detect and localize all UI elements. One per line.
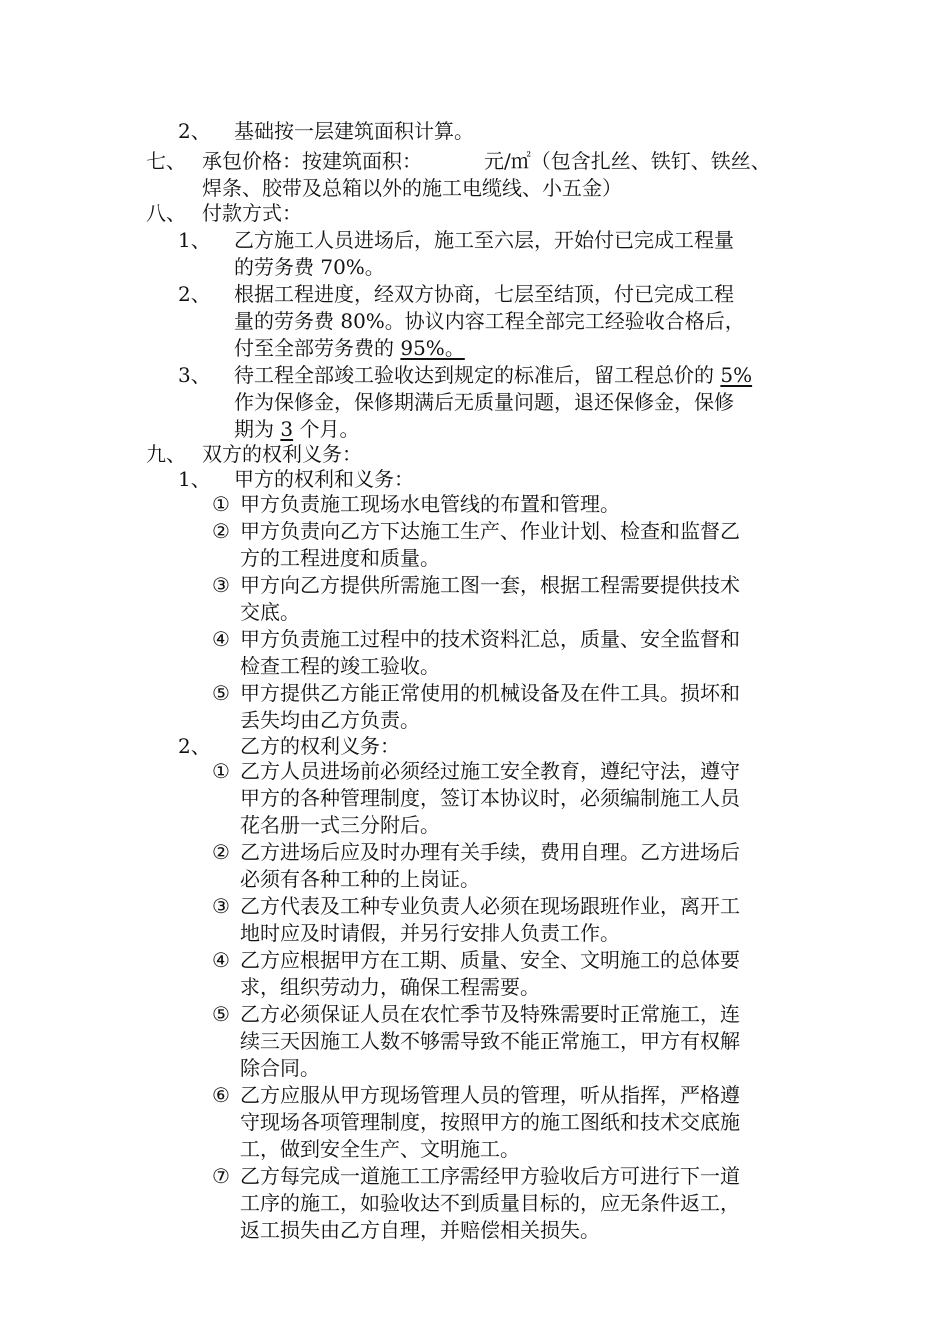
underlined-value: 3	[280, 417, 294, 441]
circled-number: ⑥	[212, 1083, 230, 1107]
list-item-line: 甲方负责向乙方下达施工生产、作业计划、检查和监督乙	[240, 519, 740, 543]
paragraph-text: 个月。	[293, 417, 360, 441]
list-number: 2、	[178, 119, 211, 143]
underlined-value: 95%。	[400, 336, 465, 360]
list-number: 2、	[178, 734, 211, 758]
list-item-line: 地时应及时请假，并另行安排人负责工作。	[240, 921, 620, 945]
circled-number: ③	[212, 894, 230, 918]
paragraph-line: 焊条、胶带及总箱以外的施工电缆线、小五金）	[202, 176, 622, 200]
circled-number: ①	[212, 759, 230, 783]
list-item-line: 除合同。	[240, 1056, 320, 1080]
section-number: 九、	[146, 442, 186, 466]
list-item-line: 方的工程进度和质量。	[240, 546, 440, 570]
section-number: 八、	[146, 201, 186, 225]
list-item-line: 乙方人员进场前必须经过施工安全教育，遵纪守法，遵守	[240, 759, 740, 783]
list-item-line: 交底。	[240, 600, 300, 624]
list-item-line: 乙方必须保证人员在农忙季节及特殊需要时正常施工，连	[240, 1002, 740, 1026]
paragraph-line: 根据工程进度，经双方协商，七层至结顶，付已完成工程	[234, 282, 734, 306]
list-item-line: 求，组织劳动力，确保工程需要。	[240, 975, 540, 999]
list-item-line: 丢失均由乙方负责。	[240, 708, 420, 732]
paragraph-line: 乙方施工人员进场后，施工至六层，开始付已完成工程量	[234, 228, 734, 252]
circled-number: ④	[212, 948, 230, 972]
list-item-line: 工，做到安全生产、文明施工。	[240, 1137, 520, 1161]
list-item-line: 检查工程的竣工验收。	[240, 654, 440, 678]
underlined-value: 5%	[720, 363, 753, 387]
list-number: 3、	[178, 363, 211, 387]
list-item-line: 花名册一式三分附后。	[240, 813, 440, 837]
paragraph-line: 量的劳务费 80%。协议内容工程全部完工经验收合格后，	[234, 309, 745, 333]
circled-number: ⑤	[212, 1002, 230, 1026]
circled-number: ⑦	[212, 1164, 230, 1188]
circled-number: ①	[212, 492, 230, 516]
section-title: 双方的权利义务：	[202, 442, 362, 466]
list-item-line: 甲方负责施工过程中的技术资料汇总，质量、安全监督和	[240, 627, 740, 651]
list-item-line: 乙方应根据甲方在工期、质量、安全、文明施工的总体要	[240, 948, 740, 972]
list-number: 1、	[178, 228, 211, 252]
list-item-line: 工序的施工，如验收达不到质量目标的，应无条件返工，	[240, 1191, 740, 1215]
circled-number: ②	[212, 840, 230, 864]
list-item-line: 甲方提供乙方能正常使用的机械设备及在件工具。损坏和	[240, 681, 740, 705]
list-item-line: 守现场各项管理制度，按照甲方的施工图纸和技术交底施	[240, 1110, 740, 1134]
list-item-line: 乙方进场后应及时办理有关手续，费用自理。乙方进场后	[240, 840, 740, 864]
paragraph-line: 承包价格：按建筑面积：	[202, 149, 422, 173]
circled-number: ⑤	[212, 681, 230, 705]
list-item-line: 乙方每完成一道施工工序需经甲方验收后方可进行下一道	[240, 1164, 740, 1188]
list-number: 1、	[178, 467, 211, 491]
section-number: 七、	[146, 149, 186, 173]
paragraph-line	[234, 416, 359, 443]
list-item-line: 甲方的各种管理制度，签订本协议时，必须编制施工人员	[240, 786, 740, 810]
subsection-title: 乙方的权利义务：	[240, 734, 400, 758]
list-item-line: 甲方向乙方提供所需施工图一套，根据工程需要提供技术	[240, 573, 740, 597]
list-item-line: 乙方代表及工种专业负责人必须在现场跟班作业，离开工	[240, 894, 740, 918]
section-title: 付款方式：	[202, 201, 302, 225]
list-item-line: 乙方应服从甲方现场管理人员的管理，听从指挥，严格遵	[240, 1083, 740, 1107]
paragraph-line	[234, 362, 752, 389]
paragraph-text: 付至全部劳务费的	[234, 336, 401, 360]
paragraph-line	[234, 335, 465, 362]
circled-number: ④	[212, 627, 230, 651]
paragraph-line: 元/㎡（包含扎丝、铁钉、铁丝、	[484, 149, 771, 173]
circled-number: ③	[212, 573, 230, 597]
paragraph-text: 待工程全部竣工验收达到规定的标准后，留工程总价的	[234, 363, 721, 387]
list-item-line: 返工损失由乙方自理，并赔偿相关损失。	[240, 1218, 600, 1242]
paragraph-text: 期为	[234, 417, 281, 441]
list-item-line: 甲方负责施工现场水电管线的布置和管理。	[240, 492, 620, 516]
list-item-line: 续三天因施工人数不够需导致不能正常施工，甲方有权解	[240, 1029, 740, 1053]
paragraph-line: 基础按一层建筑面积计算。	[234, 119, 474, 143]
subsection-title: 甲方的权利和义务：	[234, 467, 414, 491]
list-number: 2、	[178, 282, 211, 306]
list-item-line: 必须有各种工种的上岗证。	[240, 867, 480, 891]
paragraph-line: 作为保修金，保修期满后无质量问题，退还保修金，保修	[234, 390, 734, 414]
circled-number: ②	[212, 519, 230, 543]
paragraph-line: 的劳务费 70%。	[234, 255, 385, 279]
